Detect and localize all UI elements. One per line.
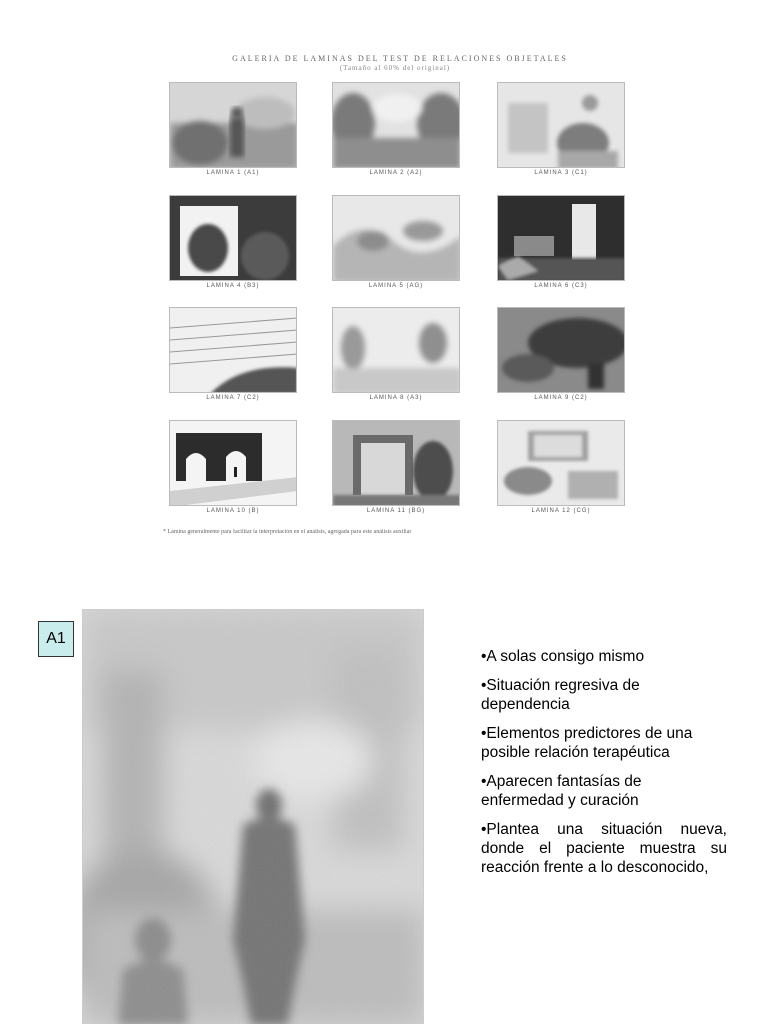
plate-thumbnail (169, 420, 297, 520)
plate-image (169, 195, 297, 281)
plate-thumbnail (497, 195, 625, 295)
plates-gallery-page (155, 50, 635, 545)
gallery-footnote: * Lámina generalmente para facilitar la interpretación en el análisis, agregada para este análisis auxiliar (163, 529, 412, 535)
plate-image (169, 307, 297, 393)
plate-caption: LAMINA 4 (B3) (206, 283, 260, 289)
plate-a1-image (82, 609, 424, 1024)
plate-image (497, 82, 625, 168)
plate-caption: LAMINA 1 (A1) (206, 170, 260, 176)
plate-caption: LAMINA 9 (C2) (534, 395, 588, 401)
gallery-title: GALERIA DE LAMINAS DEL TEST DE RELACIONES OBJETALES (232, 54, 568, 63)
plate-image (332, 420, 460, 506)
plate-caption: LAMINA 3 (C1) (534, 170, 588, 176)
plate-caption: LAMINA 12 (CG) (531, 508, 591, 514)
plate-caption: LAMINA 11 (BG) (366, 508, 426, 514)
plate-caption: LAMINA 10 (B) (206, 508, 260, 514)
plate-caption: LAMINA 7 (C2) (206, 395, 260, 401)
gallery-subtitle: (Tamaño al 60% del original) (339, 64, 451, 72)
plate-caption: LAMINA 8 (A3) (369, 395, 423, 401)
plate-thumbnail (332, 420, 460, 520)
plate-caption: LAMINA 2 (A2) (369, 170, 423, 176)
plate-caption: LAMINA 5 (AG) (368, 283, 424, 289)
plate-thumbnail (169, 195, 297, 295)
plate-thumbnail (497, 307, 625, 407)
bullet-item: •Aparecen fantasías de enfermedad y curación (481, 773, 642, 809)
plate-image (332, 307, 460, 393)
plate-thumbnail (332, 307, 460, 407)
plate-image (332, 195, 460, 281)
plate-image (497, 420, 625, 506)
plate-caption: LAMINA 6 (C3) (534, 283, 588, 289)
plate-image (497, 307, 625, 393)
bullet-item: •Elementos predictores de una posible relación terapéutica (481, 725, 693, 761)
plate-thumbnail (169, 307, 297, 407)
plate-thumbnail (332, 82, 460, 182)
plate-image (332, 82, 460, 168)
bullet-item: •Situación regresiva de dependencia (481, 677, 640, 713)
bullet-item: •Plantea una situación nueva, donde el paciente muestra su reacción frente a lo desconocido, (481, 821, 727, 876)
plate-label-badge: A1 (38, 621, 74, 657)
bullet-item: •A solas consigo mismo (481, 648, 645, 665)
bullet-list (481, 647, 727, 887)
plate-thumbnail (332, 195, 460, 295)
plate-thumbnail (497, 82, 625, 182)
plate-image (497, 195, 625, 281)
plate-thumbnail (169, 82, 297, 182)
plate-thumbnail (497, 420, 625, 520)
plate-image (169, 420, 297, 506)
plate-image (169, 82, 297, 168)
